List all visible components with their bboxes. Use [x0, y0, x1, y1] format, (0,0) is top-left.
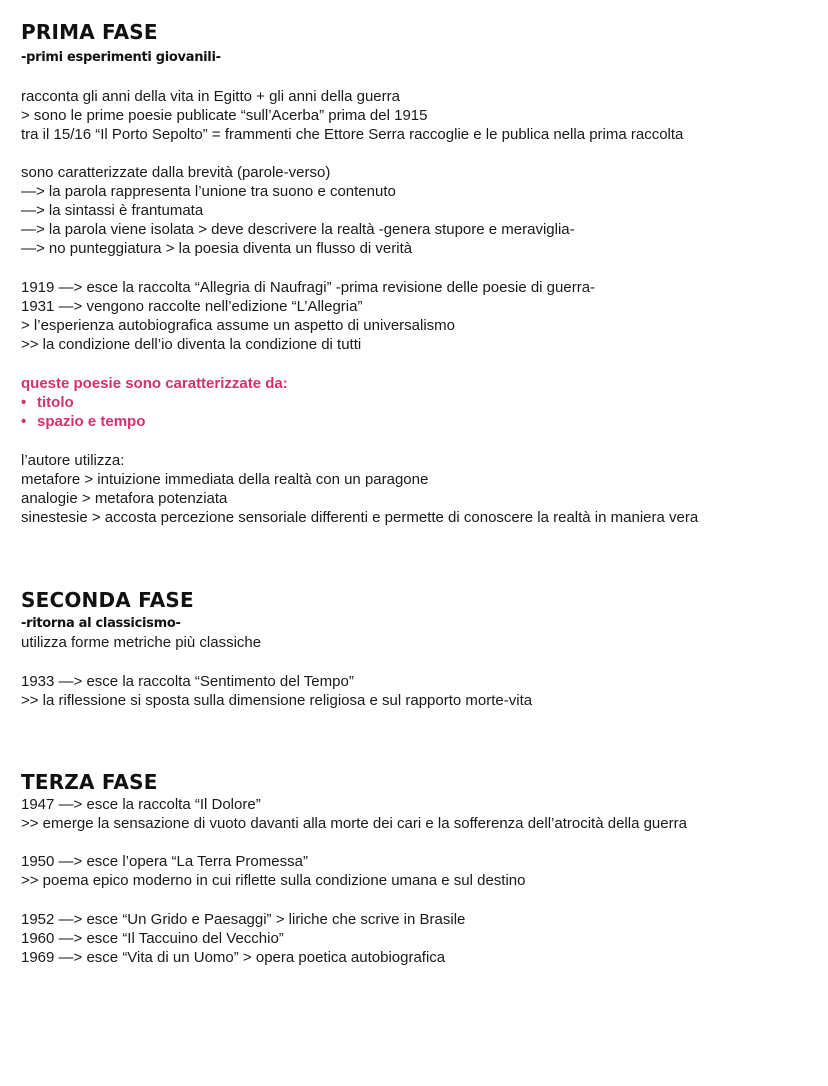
- bullet-item: [21, 394, 74, 412]
- text-line: 1960 —> esce “Il Taccuino del Vecchio”: [21, 930, 284, 947]
- text-line: 1919 —> esce la raccolta “Allegria di Naufragi” -prima revisione delle poesie di guerra-: [21, 279, 596, 296]
- text-line: 1969 —> esce “Vita di un Uomo” > opera poetica autobiografica: [21, 949, 446, 966]
- section-title-seconda-fase: SECONDA FASE: [21, 588, 194, 612]
- bullet-dot-icon: •: [21, 394, 27, 411]
- text-line: l’autore utilizza:: [21, 452, 125, 469]
- text-line: racconta gli anni della vita in Egitto + gli anni della guerra: [21, 88, 400, 105]
- text-line: —> la parola rappresenta l’unione tra suono e contenuto: [21, 183, 396, 200]
- text-line: > l’esperienza autobiografica assume un aspetto di universalismo: [21, 317, 455, 334]
- bullet-label: spazio e tempo: [37, 413, 146, 430]
- bullet-item: [21, 413, 145, 431]
- text-line: > sono le prime poesie publicate “sull’Acerba” prima del 1915: [21, 107, 428, 124]
- text-line: —> la parola viene isolata > deve descrivere la realtà -genera stupore e meraviglia-: [21, 221, 575, 238]
- section-title-prima-fase: PRIMA FASE: [21, 20, 158, 44]
- text-line: —> la sintassi è frantumata: [21, 202, 204, 219]
- text-line: 1952 —> esce “Un Grido e Paesaggi” > liriche che scrive in Brasile: [21, 911, 466, 928]
- bullet-label: titolo: [37, 394, 74, 411]
- text-line: analogie > metafora potenziata: [21, 490, 228, 507]
- text-line: >> la condizione dell’io diventa la condizione di tutti: [21, 336, 362, 353]
- text-line: tra il 15/16 “Il Porto Sepolto” = frammenti che Ettore Serra raccoglie e le publica nella prima raccolta: [21, 126, 684, 143]
- text-line: >> emerge la sensazione di vuoto davanti alla morte dei cari e la sofferenza dell’atrocità della guerra: [21, 815, 687, 832]
- section-subtitle-seconda-fase: -ritorna al classicismo-: [21, 616, 181, 631]
- text-line: —> no punteggiatura > la poesia diventa un flusso di verità: [21, 240, 413, 257]
- section-subtitle-prima-fase: -primi esperimenti giovanili-: [21, 50, 221, 65]
- text-line: >> poema epico moderno in cui riflette sulla condizione umana e sul destino: [21, 872, 526, 889]
- section-title-terza-fase: TERZA FASE: [21, 770, 158, 794]
- text-line: 1947 —> esce la raccolta “Il Dolore”: [21, 796, 261, 813]
- bullet-dot-icon: •: [21, 413, 27, 430]
- text-line: >> la riflessione si sposta sulla dimensione religiosa e sul rapporto morte-vita: [21, 692, 533, 709]
- text-line: sono caratterizzate dalla brevità (parole-verso): [21, 164, 331, 181]
- text-line: 1931 —> vengono raccolte nell’edizione “L’Allegria”: [21, 298, 363, 315]
- highlight-heading: queste poesie sono caratterizzate da:: [21, 375, 288, 392]
- text-line: 1950 —> esce l’opera “La Terra Promessa”: [21, 853, 308, 870]
- text-line: 1933 —> esce la raccolta “Sentimento del Tempo”: [21, 673, 354, 690]
- text-line: utilizza forme metriche più classiche: [21, 634, 262, 651]
- text-line: metafore > intuizione immediata della realtà con un paragone: [21, 471, 429, 488]
- text-line: sinestesie > accosta percezione sensoriale differenti e permette di conoscere la realtà in maniera vera: [21, 509, 699, 526]
